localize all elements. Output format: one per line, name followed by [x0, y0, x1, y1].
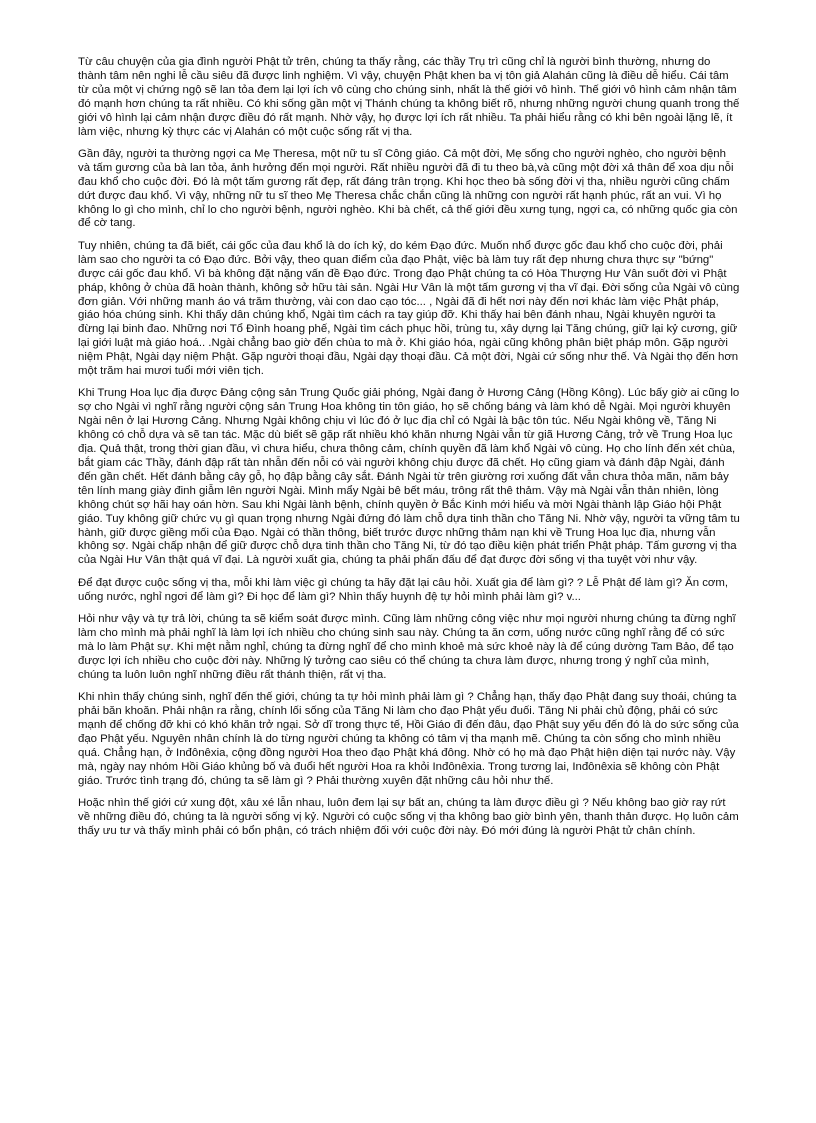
- paragraph-1: Từ câu chuyện của gia đình người Phật tử trên, chúng ta thấy rằng, các thầy Trụ trì cũng chỉ là người bình thường, nhưng do thành tâm nên nghi lễ cầu siêu đã được linh nghiệm. Vì vậy, chuyện Phật khen ba vị tôn giả Alahán cũng là điều dễ hiểu. Cái tâm từ của một vị chứng ngộ sẽ lan tỏa đem lại lợi ích vô cùng cho chúng sinh, nhất là thế giới vô hình. Thế giới vô hình cảm nhận tâm đó mạnh hơn chúng ta rất nhiều. Có khi sống gần một vị Thánh chúng ta không biết rõ, nhưng những người chung quanh trong thế giới vô hình lại cảm nhận được điều đó rất mạnh. Nhờ vậy, họ được lợi ích rất nhiều. Ta phải hiểu rằng có khi bên ngoài lặng lẽ, ít làm việc, nhưng kỳ thực các vị Alahán có một cuộc sống rất vị tha.: [78, 56, 740, 138]
- paragraph-7: Khi nhìn thấy chúng sinh, nghĩ đến thế giới, chúng ta tự hỏi mình phải làm gì ? Chẳng hạn, thấy đạo Phật đang suy thoái, chúng ta phải băn khoăn. Phải nhận ra rằng, chính lối sống của Tăng Ni làm cho đạo Phật yếu đuối. Tăng Ni phải chủ động, phải có sức mạnh để chống đỡ khi có khó khăn trở ngại. Sở dĩ trong thực tế, Hồi Giáo đi đến đâu, đạo Phật suy yếu đến đó là do sức sống của đạo Phật yếu. Nguyên nhân chính là do từng người chúng ta không có tâm vị tha mạnh mẽ. Chúng ta còn sống cho mình nhiều quá. Chẳng hạn, ở Inđônêxia, cộng đồng người Hoa theo đạo Phật khá đông. Nhờ có họ mà đạo Phật hiện diện tại nước này. Vậy mà, ngày nay nhóm Hồi Giáo khủng bố và đuổi hết người Hoa ra khỏi Inđônêxia. Trong tương lai, Inđônêxia sẽ không còn Phật giáo. Trước tình trạng đó, chúng ta sẽ làm gì ? Phải thường xuyên đặt những câu hỏi như thế.: [78, 691, 739, 787]
- paragraph-4: Khi Trung Hoa lục địa được Đảng cộng sản Trung Quốc giải phóng, Ngài đang ở Hương Cảng (Hồng Kông). Lúc bấy giờ ai cũng lo sợ cho Ngài vì nghĩ rằng người cộng sản Trung Hoa không tin tôn giáo, họ sẽ chống báng và làm khó dễ Ngài. Mọi người khuyên Ngài nên ở lại Hương Cảng. Nhưng Ngài không chịu vì lúc đó ở lục địa chỉ có Ngài là bậc tôn túc. Nếu Ngài không về, Tăng Ni không có chỗ dựa và sẽ tan tác. Mặc dù biết sẽ gặp rất nhiều khó khăn nhưng Ngài vẫn từ giã Hương Cảng, trở về Trung Hoa lục địa. Quả thật, trong thời gian đầu, vì chưa hiểu, chưa thông cảm, chính quyền đã làm khổ Ngài vô cùng. Họ cho lính đến xét chùa, bắt giam các Thầy, đánh đập rất tàn nhẫn đến nỗi có vài người không chịu được đã chết. Họ cũng giam và đánh đập Ngài, đánh đến gần chết. Hết đánh bằng cây gỗ, họ đập bằng cây sắt. Đánh Ngài từ trên giường rơi xuống đất vẫn chưa thỏa mãn, năm bảy tên lính mang giày đinh giẫm lên người Ngài. Mình mẩy Ngài bê bết máu, trông rất thê thảm. Vậy mà Ngài vẫn thản nhiên, lòng không chút sợ hãi hay oán hờn. Sau khi Ngài lành bệnh, chính quyền ở Bắc Kinh mới hiểu và mời Ngài thành lập Giáo hội Phật giáo. Tuy không giữ chức vụ gì quan trọng nhưng Ngài đứng đó làm chỗ dựa tinh thần cho Tăng Ni. Nhờ vậy, người ta vững tâm tu hành, giữ được giềng mối của Đạo. Ngài có thần thông, biết trước được những thảm nạn khi về Trung Hoa lục địa, nhưng vẫn không sợ. Ngài chấp nhận để giữ được chỗ dựa tinh thần cho Tăng Ni, từ đó tạo điều kiện phát triển Phật pháp. Tấm gương vị tha của Ngài Hư Vân thật quá vĩ đại. Là người xuất gia, chúng ta phải phấn đấu để đạt được đời sống vị tha tuyệt vời như vậy.: [78, 387, 740, 567]
- paragraph-2: Gần đây, người ta thường ngợi ca Mẹ Theresa, một nữ tu sĩ Công giáo. Cả một đời, Mẹ sống cho người nghèo, cho người bệnh và tấm gương của bà lan tỏa, ảnh hưởng đến mọi người. Rất nhiều người đã đi tu theo bà,và cũng một đời xả thân để xoa dịu nỗi đau khổ cho cuộc đời. Đó là một tấm gương rất đẹp, rất đáng trân trọng. Khi học theo bà sống đời vị tha, nhiều người cũng chấm dứt được đau khổ. Vì vậy, những nữ tu sĩ theo Mẹ Theresa chắc chắn cũng là những con người rất hạnh phúc, rất an vui. Vì họ không lo gì cho mình, chỉ lo cho người bệnh, người nghèo. Khi bà chết, cả thế giới đều xưng tụng, ngợi ca, có những quốc gia còn để cờ tang.: [78, 147, 738, 230]
- paragraph-6: Hỏi như vậy và tự trả lời, chúng ta sẽ kiểm soát được mình. Cũng làm những công việc như mọi người nhưng chúng ta đừng nghĩ làm cho mình mà phải nghĩ là làm lợi ích nhiều cho chúng sinh sau này. Chúng ta ăn cơm, uống nước cũng nghĩ rằng để có sức mà lo làm Phật sự. Khi mệt nằm nghỉ, chúng ta đừng nghĩ để cho mình khoẻ mà sức khoẻ này là để cúng dường Tam Bảo, để tạo được lợi ích nhiều cho cuộc đời này. Những lý tưởng cao siêu có thể chúng ta chưa làm được, nhưng trong ý nghĩ của mình, chúng ta luôn luôn nghĩ những điều rất thánh thiện, rất vị tha.: [78, 613, 736, 681]
- paragraph-8: Hoặc nhìn thế giới cứ xung đột, xâu xé lẫn nhau, luôn đem lại sự bất an, chúng ta làm được điều gì ? Nếu không bao giờ ray rứt về những điều đó, chúng ta là người sống vị kỷ. Người có cuộc sống vị tha không bao giờ bình yên, thanh thản được. Họ luôn cảm thấy ưu tư và thấy mình phải có bổn phận, có trách nhiệm đối với cuộc đời này. Đó mới đúng là người Phật tử chân chính.: [78, 796, 739, 837]
- document-page: [78, 56, 740, 847]
- paragraph-3: Tuy nhiên, chúng ta đã biết, cái gốc của đau khổ là do ích kỷ, do kém Đạo đức. Muốn nhổ được gốc đau khổ cho cuộc đời, phải làm sao cho người ta có Đạo đức. Bởi vậy, theo quan điểm của đạo Phật, việc bà làm tuy rất đẹp nhưng chưa thực sự "bứng" được cái gốc đau khổ. Vì bà không đặt nặng vấn đề Đạo đức. Trong đạo Phật chúng ta có Hòa Thượng Hư Vân suốt đời vì Phật pháp, không ở chùa đã hoàn thành, không sở hữu tài sản. Ngài Hư Vân là một tấm gương vị tha vĩ đại. Đời sống của Ngài vô cùng đơn giản. Với những manh áo vá trăm thường, vài con dao cạo tóc... , Ngài đã đi hết nơi này đến nơi khác làm việc Phật pháp, giáo hóa chúng sinh. Khi thấy dân chúng khổ, Ngài tìm cách ra tay giúp đỡ. Khi thấy hai bên đánh nhau, Ngài khuyên người ta đừng lại binh đao. Những nơi Tổ Đình hoang phế, Ngài tìm cách phục hồi, trùng tu, xây dựng lại Tăng chúng, giữ lại kỷ cương, giữ lại giới luật mà giáo hoá.. .Ngài chẳng bao giờ đến chùa to mà ở. Khi giáo hóa, ngài cũng không phân biệt pháp môn. Gặp người niệm Phật, Ngài dạy niệm Phật. Gặp người thoại đầu, Ngài dạy thoại đầu. Cả một đời, Ngài cứ sống như thế. Và Ngài thọ đến hơn một trăm hai mươi tuổi mới viên tịch.: [78, 239, 740, 378]
- paragraph-5: Để đạt được cuộc sống vị tha, mỗi khi làm việc gì chúng ta hãy đặt lại câu hỏi. Xuất gia để làm gì? ? Lễ Phật để làm gì? Ăn cơm, uống nước, nghỉ ngơi để làm gì? Đi học để làm gì? Nhìn thấy huynh đệ tự hỏi mình phải làm gì? v...: [78, 576, 729, 603]
